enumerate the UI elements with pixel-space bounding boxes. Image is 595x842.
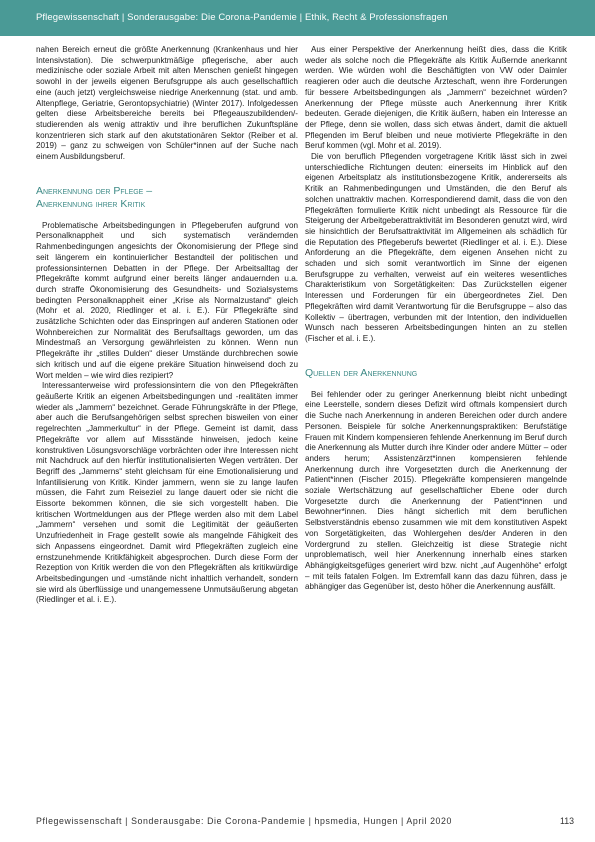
page-number: 113: [560, 816, 575, 826]
paragraph: Aus einer Perspektive der Anerkennung heißt dies, dass die Kritik weder als solche noch die Pflegekräfte als Kritik Äußernde anerkannt werden. Wie würden wohl die Beschäftigten von VW oder Daimler reagieren oder auch die deutsche Ärzteschaft, wenn ihre Forderungen für bessere Arbeitsbedingungen als „Jammern“ bezeichnet würden? Anerkennung der Pflege müsste auch Anerkennung ihrer Kritik bedeuten. Gerade diejenigen, die Kritik äußern, haben ein Interesse an der Pflege, denn sie wollen, dass sich etwas ändert, damit die aktuell Pflegenden im Beruf bleiben und neue motivierte Pflegekräfte in den Beruf kommen (vgl. Mohr et al. 2019).: [305, 45, 567, 151]
paragraph: Interessanterweise wird professionsintern die von den Pflegekräften geäußerte Kritik an eigenen Arbeitsbedingungen und -realitäten immer wieder als „Jammern“ bezeichnet. Gerade Führungskräfte in der Pflege, aber auch die Berufsangehörigen selbst sprechen bisweilen von einer regelrechten „Jammerkultur“ in der Pflege. Gemeint ist damit, dass Pflegekräfte vor allem auf Missstände hinweisen, jedoch keine konstruktiven Lösungsvorschläge vorbrächten oder ihre Interessen nicht mit Nachdruck auf den hierfür institutionalisierten Wegen verträten. Der Begriff des „Jammerns“ steht gleichsam für eine Emotionalisierung und Infantilisierung von Kritik. Kinder jammern, wenn sie zu lange laufen müssen, die Fahrt zum Reiseziel zu lange dauert oder sie nicht die Eissorte bekommen können, die sie sich vorgestellt haben. Die kritischen Wortmeldungen aus der Pflege werden also mit dem Label „Jammern“ versehen und somit die Legitimität der geäußerten Unzufriedenheit in Frage gestellt sowie als mangelnde Fähigkeit des sich Anpassens eingeordnet. Damit wird Pflegekräften zugleich eine ernstzunehmende Kritikfähigkeit abgesprochen. Durch diese Form der Rezeption von Kritik werden die von den Pflegekräften als kritikwürdige Arbeitsbedingungen und -umstände nicht inhaltlich verhandelt, sondern sie wird als überflüssige und unangemessene Unmutsäußerung abgetan (Riedlinger et al. i. E.).: [36, 381, 298, 605]
heading-line: Anerkennung der Pflege –: [36, 184, 153, 197]
paragraph: nahen Bereich erneut die größte Anerkennung (Krankenhaus und hier Intensivstation). Die schwerpunktmäßige pflegerische, aber auch medizinische oder soziale Arbeit mit alten Menschen genießt hingegen sowohl in der jeweils eigenen Berufsgruppe als auch gesellschaftlich eine (auch jetzt) vergleichsweise niedrige Anerkennung (stat. und amb. Altenpflege, Geriatrie, Gerontopsychiatrie) (Winter 2017). Infolgedessen gelten diese Arbeitsbereiche bereits bei Pflegeauszubildenden/-studierenden als wenig attraktiv und ihre beruflichen Zukunftspläne konzentrieren sich stark auf den akutstationären Sektor (Reiber et al. 2019) – ganz zu schweigen von Schüler*innen auf der Suche nach einem Ausbildungsberuf.: [36, 45, 298, 162]
running-footer: Pflegewissenschaft | Sonderausgabe: Die Corona-Pandemie | hpsmedia, Hungen | April 2020: [36, 816, 453, 826]
section-heading-quellen-der-anerkennung: Quellen der Anerkennung: [305, 366, 418, 379]
paragraph: Die von beruflich Pflegenden vorgetragene Kritik lässt sich in zwei unterschiedliche Richtungen deuten: einerseits im Hinblick auf den eigenen Arbeitsplatz als institutionsbezogene Kritik, andererseits als Kritik an Rahmenbedingungen und Umständen, die den Beruf als solchen unattraktiv machen. Korrespondierend damit, dass die von den Pflegekräften formulierte Kritik nicht unbedingt als Ressource für die Steigerung der Arbeitgeberattraktivität im Besonderen genutzt wird, wird sie hinsichtlich der Berufsattraktivität im Allgemeinen als schädlich für die Reputation des Pflegeberufs bewertet (Riedlinger et al. i. E.). Diese Anforderung an die Pflegekräfte, dem eigenen Ansehen nicht zu schaden und sich somit verantwortlich im Sinne der eigenen Berufsgruppe zu verhalten, verweist auf ein weiteres wesentliches Charakteristikum von Sorgetätigkeiten: Das Zurückstellen eigener Interessen und Forderungen für ein übergeordnetes Ziel. Den Pflegekräften wird damit Verantwortung für die Berufsgruppe – also das Kollektiv – übertragen, verbunden mit der Intention, den individuellen Wunsch nach besseren Arbeitsbedingungen hinten an zu stellen (Fischer et al. i. E.).: [305, 152, 567, 343]
right-column: [305, 45, 567, 593]
running-header: Pflegewissenschaft | Sonderausgabe: Die Corona-Pandemie | Ethik, Recht & Professionsfragen: [36, 12, 448, 23]
paragraph: Problematische Arbeitsbedingungen in Pflegeberufen aufgrund von Personalknappheit und sich systematisch verändernden Rahmenbedingungen angesichts der Ökonomisierung der Pflege sind seit längerem ein kontinuierlicher Bestandteil der politischen und professionsinternen Debatten in der Pflege. Der Arbeitsalltag der Pflegekräfte kommt aufgrund einer bereits länger andauernden u.a. durch straffe Ökonomisierung des Gesundheits- und Sozialsystems bedingten Personalknappheit einer „Krise als Normalzustand“ gleich (Mohr et al. 2020, Riedlinger et al. i. E.). Für Pflegekräfte sind zusätzliche Schichten oder das Einspringen auf anderen Stationen oder Wohnbereichen zur Normalität des Berufsalltags geworden, um das Mindestmaß an Versorgung gewährleisten zu können. Wenn nun Pflegekräfte ihr „stilles Dulden“ dieser Umstände durchbrechen sowie sich kritisch und auf die eigene prekäre Situation hinweisend doch zu Wort melden – wie wird dies rezipiert?: [36, 220, 298, 380]
section-heading-anerkennung-der-pflege: [36, 185, 298, 211]
paragraph: Bei fehlender oder zu geringer Anerkennung bleibt nicht unbedingt eine Leerstelle, sondern dieses Defizit wird oftmals kompensiert durch die Suche nach Anerkennung in anderen Bereichen oder durch andere Personen. Beispiele für solche Anerkennungspraktiken: Berufstätige Frauen mit Kindern kompensieren fehlende Anerkennung im Beruf durch die Anerkennung als Mutter durch ihre Kinder oder andere Mütter – oder anders herum; Assistenzärzt*innen kompensieren fehlende Anerkennung durch ihre Vorgesetzten durch die Anerkennung der Patient*innen (Fischer 2015). Pflegekräfte kompensieren mangelnde soziale Wertschätzung auf gesellschaftlicher Ebene oder durch Vorgesetzte durch die Anerkennung der Patient*innen und Bewohner*innen. Dies hängt sicherlich mit dem beruflichen Selbstverständnis ebenso zusammen wie mit dem konstitutiven Aspekt von Sorgetätigkeiten, das Wohlergehen des/der Anderen in den Vordergrund zu stellen. Gleichzeitig ist diese Strategie nicht unproblematisch, weil hier Anerkennung innerhalb eines starken Abhängigkeitsgefüges generiert wird bzw. nicht „auf Augenhöhe“ erfolgt – mit teils fatalen Folgen. Im Extremfall kann das dazu führen, dass je abhängiger das Gegenüber ist, desto höher die Anerkennung ausfällt.: [305, 389, 567, 592]
header-bar: [0, 0, 595, 36]
left-column: [36, 45, 298, 606]
heading-line: Anerkennung ihrer Kritik: [36, 197, 146, 210]
